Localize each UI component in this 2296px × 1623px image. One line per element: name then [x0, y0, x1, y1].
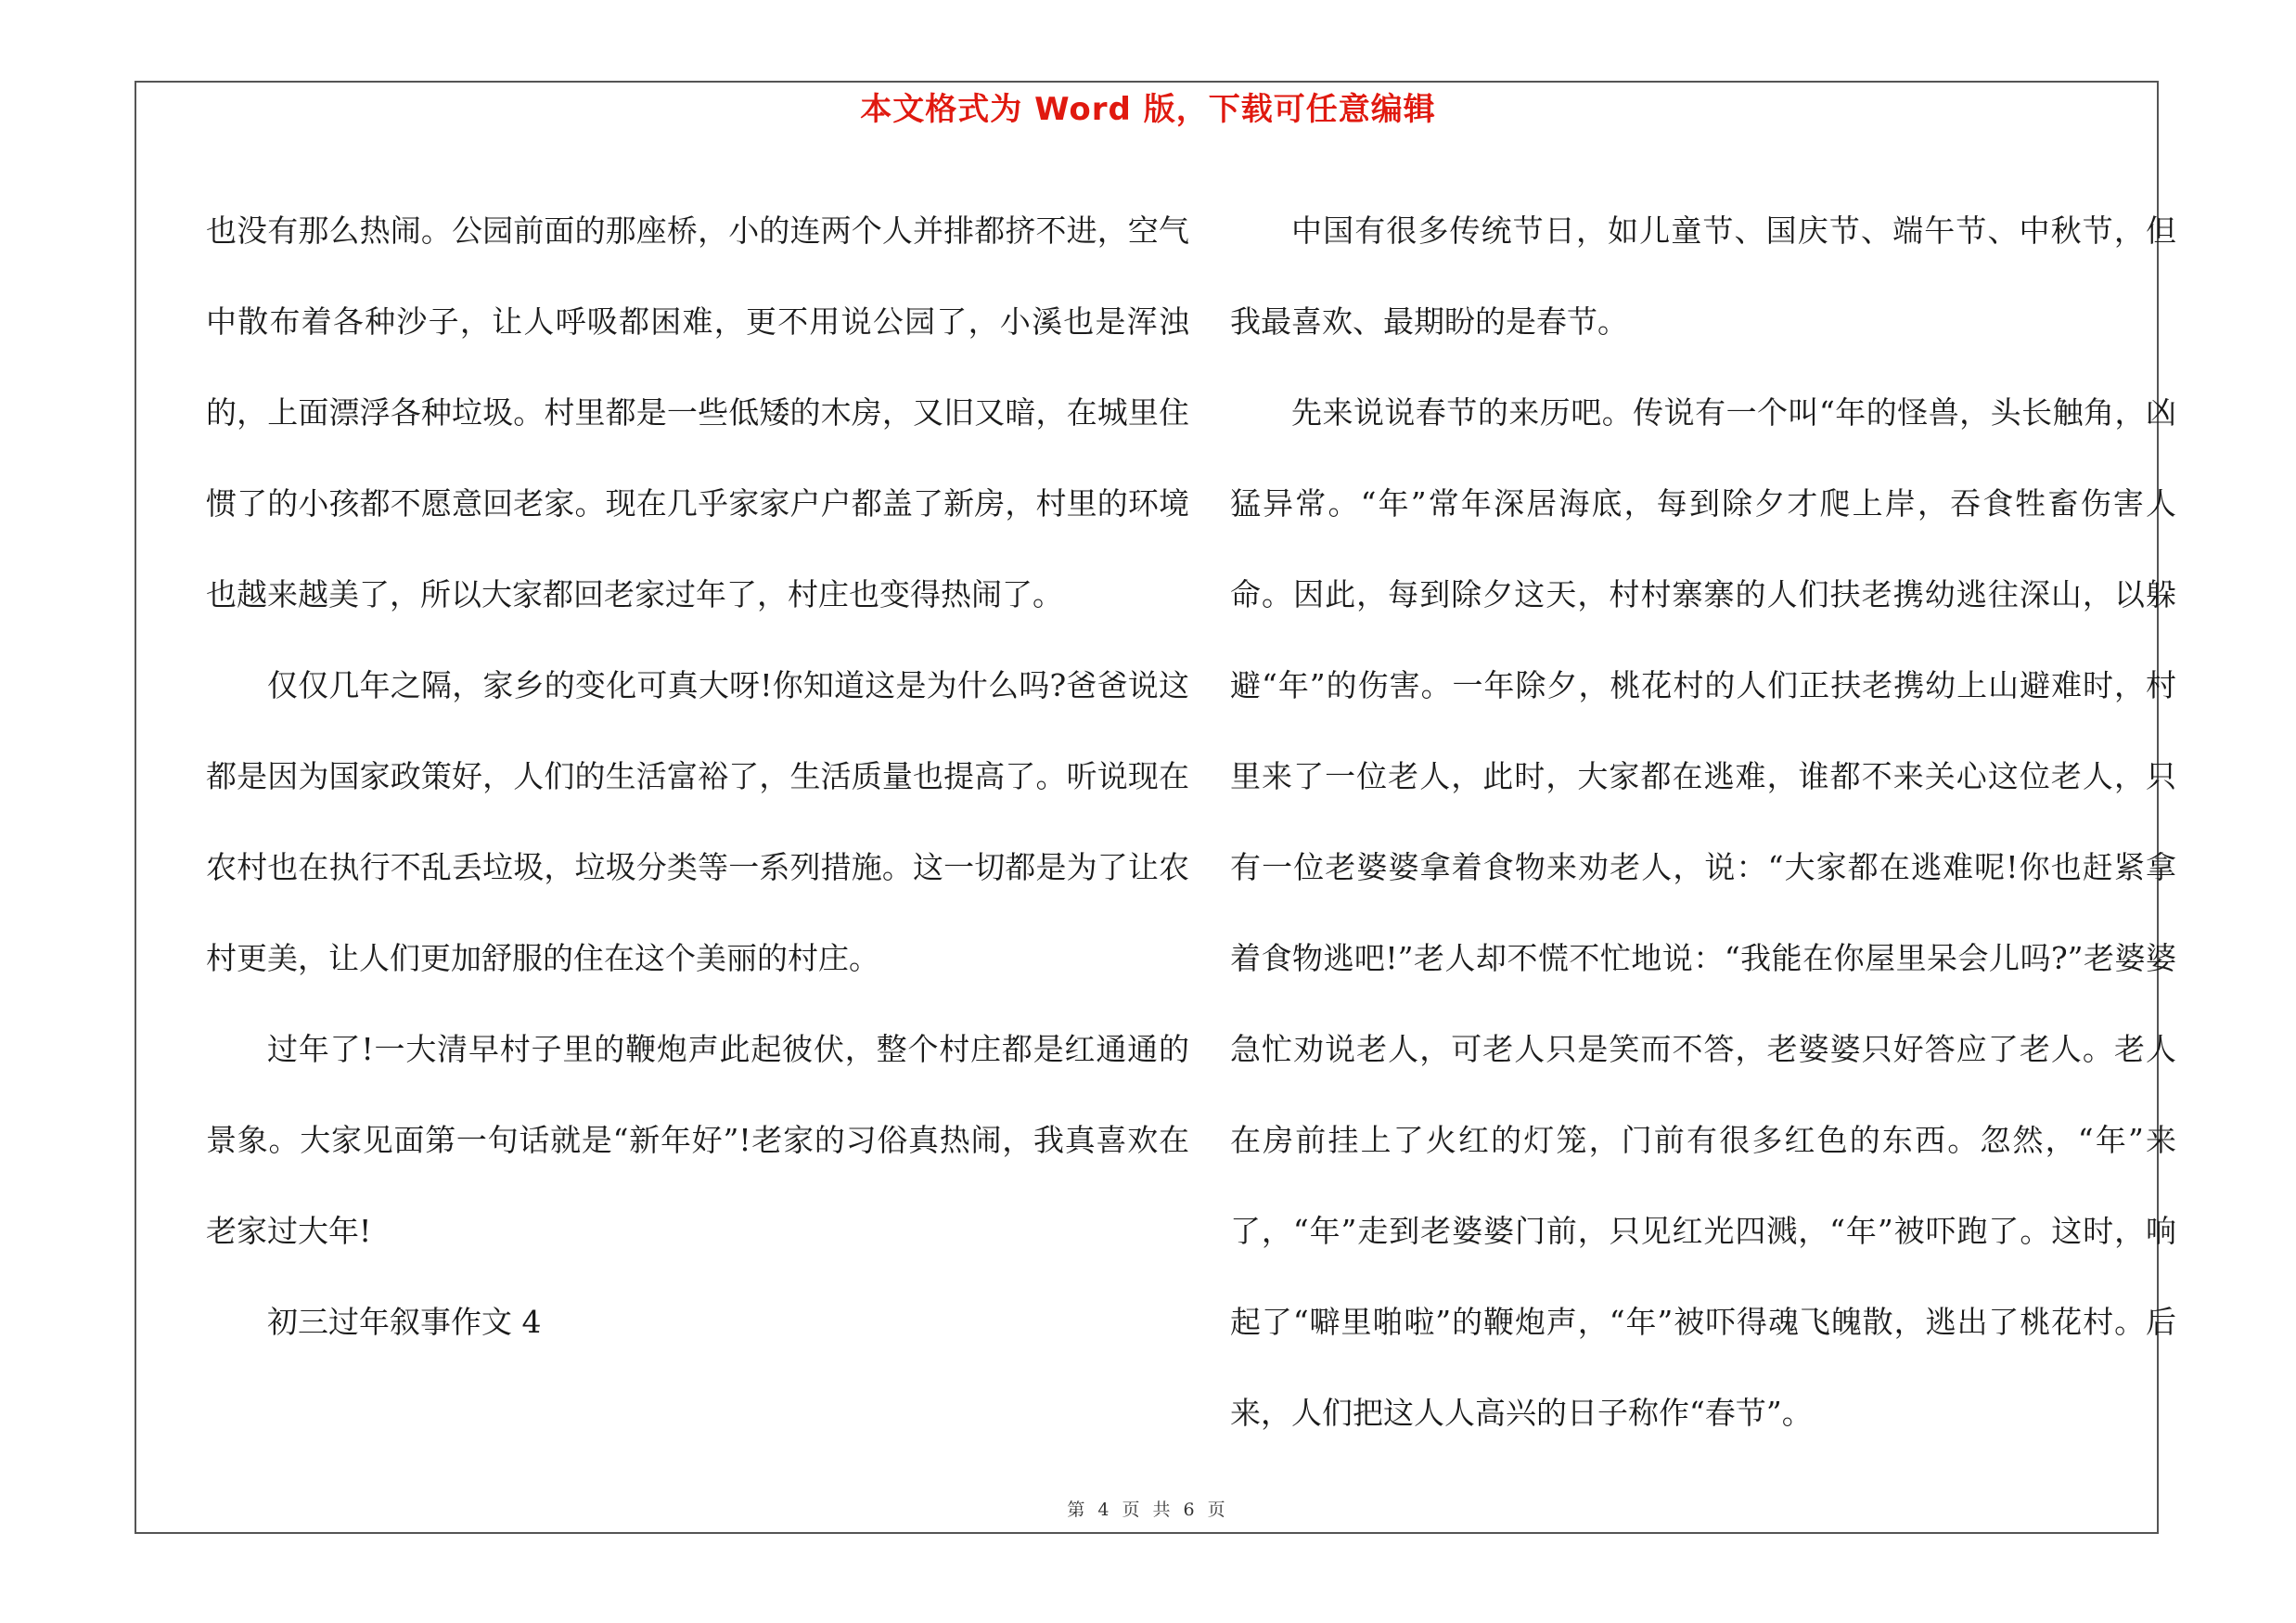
paragraph: 过年了!一大清早村子里的鞭炮声此起彼伏，整个村庄都是红通通的景象。大家见面第一句话就是“新年好”!老家的习俗真热闹，我真喜欢在老家过大年! — [206, 1031, 1189, 1249]
banner-notice: 本文格式为 Word 版，下载可任意编辑 — [860, 91, 1436, 128]
section-heading: 初三过年叙事作文 4 — [267, 1304, 542, 1340]
paragraph: 也没有那么热闹。公园前面的那座桥，小的连两个人并排都挤不进，空气中散布着各种沙子，让人呼吸都困难，更不用说公园了，小溪也是浑浊的，上面漂浮各种垃圾。村里都是一些低矮的木房，又旧又暗，在城里住惯了的小孩都不愿意回老家。现在几乎家家户户都盖了新房，村里的环境也越来越美了，所以大家都回老家过年了，村庄也变得热闹了。 — [206, 213, 1189, 612]
right-column — [1230, 186, 2176, 1459]
page-number: 第 4 页 共 6 页 — [1067, 1500, 1229, 1520]
left-column — [206, 186, 1189, 1368]
paragraph: 中国有很多传统节日，如儿童节、国庆节、端午节、中秋节，但我最喜欢、最期盼的是春节。 — [1230, 213, 2176, 340]
paragraph: 仅仅几年之隔，家乡的变化可真大呀!你知道这是为什么吗?爸爸说这都是因为国家政策好，人们的生活富裕了，生活质量也提高了。听说现在农村也在执行不乱丢垃圾，垃圾分类等一系列措施。这一切都是为了让农村更美，让人们更加舒服的住在这个美丽的村庄。 — [206, 667, 1189, 976]
paragraph: 先来说说春节的来历吧。传说有一个叫“年的怪兽，头长触角，凶猛异常。“年”常年深居海底，每到除夕才爬上岸，吞食牲畜伤害人命。因此，每到除夕这天，村村寨寨的人们扶老携幼逃往深山，以躲避“年”的伤害。一年除夕，桃花村的人们正扶老携幼上山避难时，村里来了一位老人，此时，大家都在逃难，谁都不来关心这位老人，只有一位老婆婆拿着食物来劝老人，说：“大家都在逃难呢!你也赶紧拿着食物逃吧!”老人却不慌不忙地说：“我能在你屋里呆会儿吗?”老婆婆急忙劝说老人，可老人只是笑而不答，老婆婆只好答应了老人。老人在房前挂上了火红的灯笼，门前有很多红色的东西。忽然，“年”来了，“年”走到老婆婆门前，只见红光四溅，“年”被吓跑了。这时，响起了“噼里啪啦”的鞭炮声，“年”被吓得魂飞魄散，逃出了桃花村。后来，人们把这人人高兴的日子称作“春节”。 — [1230, 394, 2176, 1431]
